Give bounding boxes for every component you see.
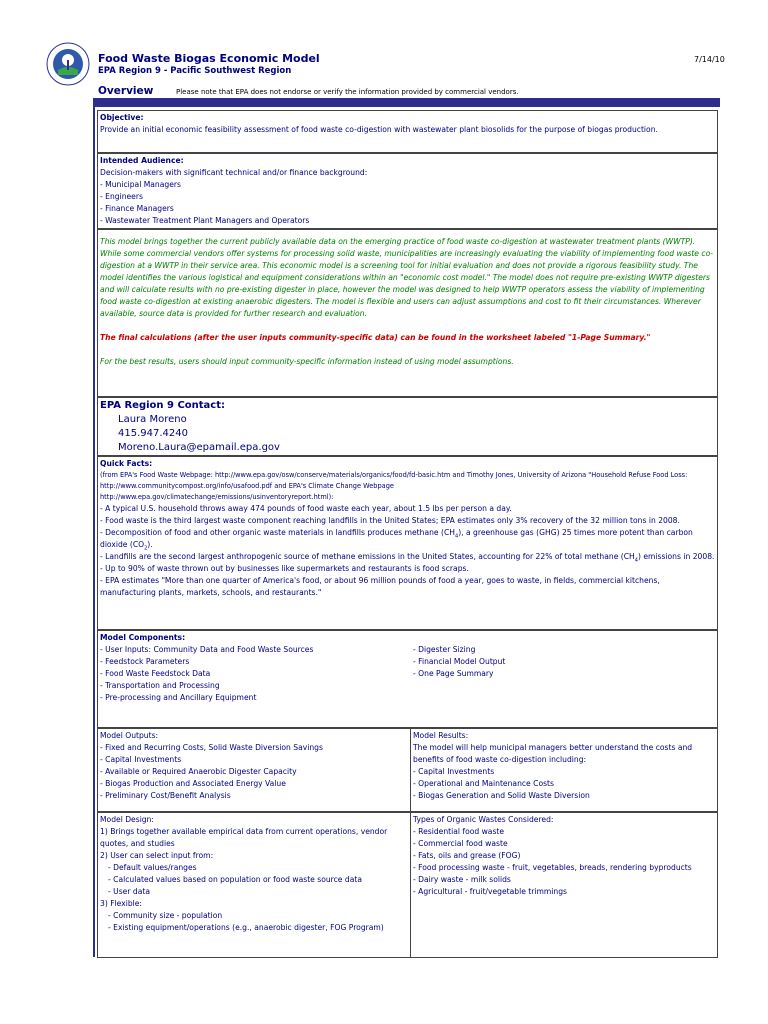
result-item: - Biogas Generation and Solid Waste Diversion	[413, 791, 590, 800]
fact-item: - Decomposition of food and other organic waste materials in landfills produces methane $(CH_4)$, a greenhouse gas (GHG) 25 times more potent than carbon dioxide $(CO_2)$.	[100, 528, 693, 552]
fact-item: - Up to 90% of waste thrown out by businesses like supermarkets and restaurants is food scraps.	[100, 564, 469, 573]
types-heading: Types of Organic Wastes Considered:	[413, 815, 554, 824]
output-item: - Preliminary Cost/Benefit Analysis	[100, 791, 231, 800]
objective-heading: Objective:	[100, 113, 144, 122]
audience-item: - Wastewater Treatment Plant Managers and Operators	[100, 216, 310, 225]
fact-item: - A typical U.S. household throws away 474 pounds of food waste each year, about 1.5 lbs per person a day.	[100, 504, 512, 513]
type-item: - Food processing waste - fruit, vegetables, breads, rendering byproducts	[413, 863, 692, 872]
fact-item: - Food waste is the third largest waste component reaching landfills in the United States; EPA estimates only 3% recovery of the 32 million tons in 2008.	[100, 516, 680, 525]
result-item: - Operational and Maintenance Costs	[413, 779, 554, 788]
components-heading: Model Components:	[100, 633, 186, 642]
output-item: - Fixed and Recurring Costs, Solid Waste Diversion Savings	[100, 743, 323, 752]
audience-item: - Municipal Managers	[100, 180, 181, 189]
outputs-box	[97, 728, 411, 812]
design-line: 2) User can select input from:	[100, 851, 214, 860]
description-paragraph: This model brings together the current publicly available data on the emerging practice of food waste co-digestion at wastewater treatment plants (WWTP). While some commercial vendors offer systems for processing solid waste, municipalities are increasingly evaluating the viability of implementing food waste co-digestion at a WWTP in their service area. This economic model is a screening tool for initial evaluation and does not provide a rigorous feasibility study. The model identifies the various logistical and equipment considerations within an "economic cost model." The model does not require pre-existing WWTP digesters and will calculate results with no pre-existing digester in place, however the model was designed to help WWTP operators assess the viability of implementing food waste co-digestion at existing anaerobic digesters. The model is flexible and users can adjust assumptions and cost to fit their circumstances. Wherever available, source data is provided for further research and evaluation.	[100, 237, 713, 318]
audience-heading: Intended Audience:	[100, 156, 184, 165]
document-subtitle: EPA Region 9 - Pacific Southwest Region	[98, 66, 292, 76]
contact-heading: EPA Region 9 Contact:	[100, 400, 226, 411]
fact-item: - Landfills are the second largest anthropogenic source of methane emissions in the United States, accounting for 22% of total methane $(CH_4)$ emissions in 2008.	[100, 552, 715, 564]
document-date: 7/14/10	[694, 55, 725, 64]
results-intro: The model will help municipal managers better understand the costs and benefits of food waste co-digestion including:	[413, 743, 693, 764]
disclaimer-note: Please note that EPA does not endorse or verify the information provided by commercial vendors.	[176, 88, 519, 96]
audience-intro: Decision-makers with significant technical and/or finance background:	[100, 168, 368, 177]
type-item: - Dairy waste - milk solids	[413, 875, 511, 884]
contact-box	[97, 397, 718, 456]
header-bar	[93, 98, 720, 107]
contact-email[interactable]: Moreno.Laura@epamail.epa.gov	[118, 442, 280, 453]
design-box	[97, 812, 411, 958]
design-line: - Community size - population	[108, 911, 223, 920]
final-calculations-note: The final calculations (after the user inputs community-specific data) can be found in the worksheet labeled "1-Page Summary."	[100, 333, 651, 342]
results-box	[410, 728, 718, 812]
left-rule	[93, 107, 95, 957]
outputs-heading: Model Outputs:	[100, 731, 159, 740]
design-line: 3) Flexible:	[100, 899, 142, 908]
quick-facts-box	[97, 456, 718, 630]
type-item: - Residential food waste	[413, 827, 505, 836]
audience-item: - Engineers	[100, 192, 143, 201]
component-item: - Food Waste Feedstock Data	[100, 669, 211, 678]
component-item: - Feedstock Parameters	[100, 657, 190, 666]
audience-box	[97, 153, 718, 229]
component-item: - Transportation and Processing	[100, 681, 220, 690]
design-line: - Calculated values based on population or food waste source data	[108, 875, 362, 884]
document-title: Food Waste Biogas Economic Model	[98, 52, 320, 65]
types-box	[410, 812, 718, 958]
contact-phone: 415.947.4240	[118, 428, 188, 439]
facts-source-link[interactable]: http://www.epa.gov/climatechange/emissions/usinventoryreport.html):	[100, 493, 334, 501]
components-box	[97, 630, 718, 728]
component-item: - User Inputs: Community Data and Food Waste Sources	[100, 645, 314, 654]
component-item: - Digester Sizing	[413, 645, 476, 654]
component-item: - Financial Model Output	[413, 657, 506, 666]
output-item: - Biogas Production and Associated Energy Value	[100, 779, 286, 788]
epa-seal-logo	[46, 42, 90, 86]
design-line: - User data	[108, 887, 150, 896]
type-item: - Commercial food waste	[413, 839, 508, 848]
output-item: - Available or Required Anaerobic Digester Capacity	[100, 767, 297, 776]
results-heading: Model Results:	[413, 731, 469, 740]
result-item: - Capital Investments	[413, 767, 495, 776]
audience-item: - Finance Managers	[100, 204, 174, 213]
design-heading: Model Design:	[100, 815, 154, 824]
design-line: 1) Brings together available empirical data from current operations, vendor quotes, and studies	[100, 827, 388, 848]
design-line: - Existing equipment/operations (e.g., anaerobic digester, FOG Program)	[108, 923, 384, 932]
description-box	[97, 229, 718, 397]
component-item: - Pre-processing and Ancillary Equipment	[100, 693, 257, 702]
output-item: - Capital Investments	[100, 755, 182, 764]
objective-text: Provide an initial economic feasibility assessment of food waste co-digestion with wastewater plant biosolids for the purpose of biogas production.	[100, 125, 658, 134]
component-item: - One Page Summary	[413, 669, 494, 678]
facts-source: (from EPA's Food Waste Webpage: http://www.epa.gov/osw/conserve/materials/organics/food/fd-basic.htm and Timothy Jones, University of Arizona "Household Refuse Food Loss: http://www.communitycompost.org/info/usafood.pdf and EPA's Climate Change Webpage	[100, 471, 688, 490]
design-line: - Default values/ranges	[108, 863, 197, 872]
type-item: - Agricultural - fruit/vegetable trimmings	[413, 887, 568, 896]
type-item: - Fats, oils and grease (FOG)	[413, 851, 521, 860]
section-title: Overview	[98, 85, 154, 97]
contact-name: Laura Moreno	[118, 414, 187, 425]
fact-item: - EPA estimates "More than one quarter of America's food, or about 96 million pounds of food a year, goes to waste, in fields, commercial kitchens, manufacturing plants, markets, schools, and restaurants."	[100, 576, 660, 597]
quick-facts-heading: Quick Facts:	[100, 459, 153, 468]
objective-box	[97, 110, 718, 153]
best-results-note: For the best results, users should input community-specific information instead of using model assumptions.	[100, 357, 514, 366]
